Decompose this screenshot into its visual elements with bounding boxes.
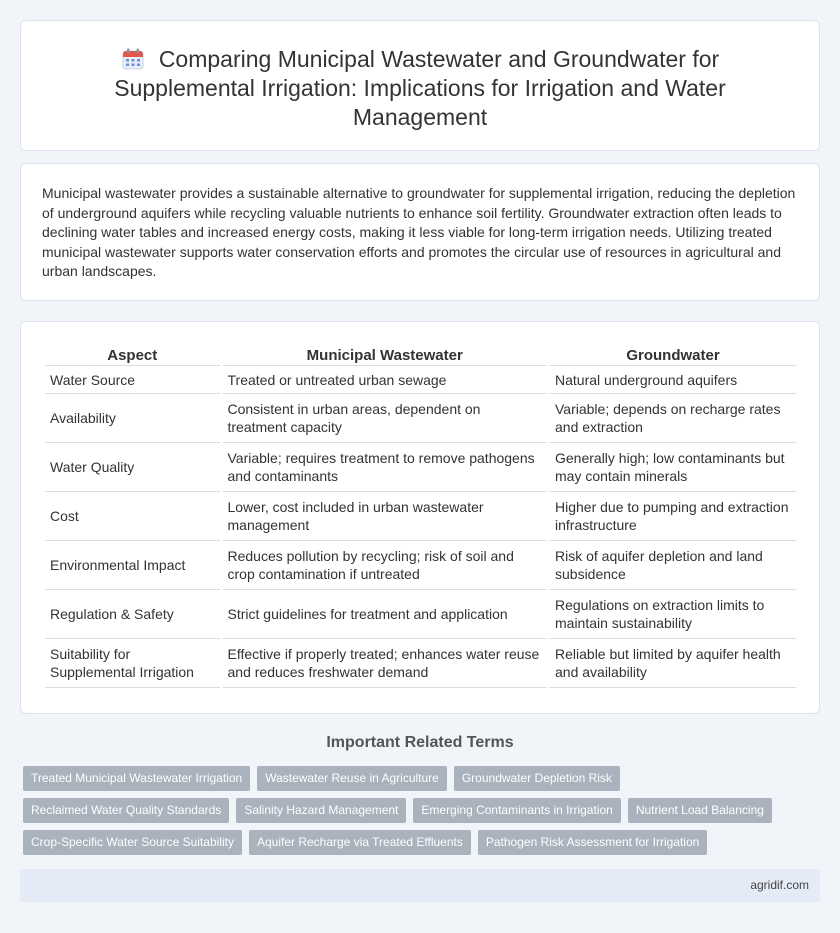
table-cell: Treated or untreated urban sewage — [223, 366, 548, 394]
related-term-tag[interactable]: Nutrient Load Balancing — [628, 798, 772, 823]
column-header-aspect: Aspect — [45, 342, 220, 366]
footer-site-link[interactable]: agridif.com — [750, 878, 809, 892]
table-row — [45, 366, 796, 394]
table-cell: Water Source — [45, 366, 220, 394]
table-cell: Risk of aquifer depletion and land subsidence — [550, 541, 796, 590]
related-term-tag[interactable]: Crop-Specific Water Source Suitability — [23, 830, 242, 855]
summary-card — [20, 163, 820, 301]
comparison-table — [42, 342, 799, 688]
table-cell: Regulations on extraction limits to maintain sustainability — [550, 590, 796, 639]
column-header-municipal-wastewater: Municipal Wastewater — [223, 342, 548, 366]
table-row — [45, 541, 796, 590]
table-cell: Higher due to pumping and extraction infrastructure — [550, 492, 796, 541]
table-cell: Suitability for Supplemental Irrigation — [45, 639, 220, 688]
related-term-tag[interactable]: Treated Municipal Wastewater Irrigation — [23, 766, 250, 791]
summary-text: Municipal wastewater provides a sustainable alternative to groundwater for supplemental irrigation, reducing the depletion of underground aquifers while recycling valuable nutrients to enhance soil fertility. Groundwater extraction often leads to declining water tables and increased energy costs, making it less viable for long-term irrigation needs. Utilizing treated municipal wastewater supports water conservation efforts and promotes the circular use of resources in agricultural and urban landscapes. — [42, 185, 796, 279]
table-row — [45, 492, 796, 541]
tag-row — [23, 798, 813, 823]
related-terms-heading: Important Related Terms — [326, 734, 514, 751]
page-title — [81, 45, 759, 132]
related-term-tag[interactable]: Wastewater Reuse in Agriculture — [257, 766, 447, 791]
table-row — [45, 639, 796, 688]
calendar-icon — [121, 47, 145, 71]
title-wrap — [21, 45, 819, 132]
related-term-tag[interactable]: Salinity Hazard Management — [236, 798, 406, 823]
title-card — [20, 20, 820, 151]
tag-row — [23, 830, 813, 855]
table-cell: Regulation & Safety — [45, 590, 220, 639]
table-cell: Variable; requires treatment to remove pathogens and contaminants — [223, 443, 548, 492]
related-term-tag[interactable]: Aquifer Recharge via Treated Effluents — [249, 830, 471, 855]
table-cell: Water Quality — [45, 443, 220, 492]
table-cell: Natural underground aquifers — [550, 366, 796, 394]
table-row — [45, 443, 796, 492]
related-term-tag[interactable]: Reclaimed Water Quality Standards — [23, 798, 229, 823]
table-row — [45, 590, 796, 639]
table-cell: Reduces pollution by recycling; risk of soil and crop contamination if untreated — [223, 541, 548, 590]
table-cell: Effective if properly treated; enhances water reuse and reduces freshwater demand — [223, 639, 548, 688]
table-cell: Reliable but limited by aquifer health and availability — [550, 639, 796, 688]
table-cell: Variable; depends on recharge rates and extraction — [550, 394, 796, 443]
tag-row — [23, 766, 813, 791]
related-term-tag[interactable]: Pathogen Risk Assessment for Irrigation — [478, 830, 707, 855]
table-cell: Strict guidelines for treatment and application — [223, 590, 548, 639]
related-term-tag[interactable]: Groundwater Depletion Risk — [454, 766, 620, 791]
table-cell: Consistent in urban areas, dependent on treatment capacity — [223, 394, 548, 443]
table-cell: Generally high; low contaminants but may contain minerals — [550, 443, 796, 492]
table-header-row — [45, 342, 796, 366]
related-terms-list — [23, 766, 813, 862]
comparison-table-card — [20, 321, 820, 714]
footer — [20, 869, 820, 902]
table-cell: Availability — [45, 394, 220, 443]
table-row — [45, 394, 796, 443]
related-term-tag[interactable]: Emerging Contaminants in Irrigation — [413, 798, 620, 823]
table-cell: Cost — [45, 492, 220, 541]
table-cell: Environmental Impact — [45, 541, 220, 590]
column-header-groundwater: Groundwater — [550, 342, 796, 366]
table-cell: Lower, cost included in urban wastewater management — [223, 492, 548, 541]
page-title-text: Comparing Municipal Wastewater and Groundwater for Supplemental Irrigation: Implications for Irrigation and Water Management — [114, 46, 726, 130]
